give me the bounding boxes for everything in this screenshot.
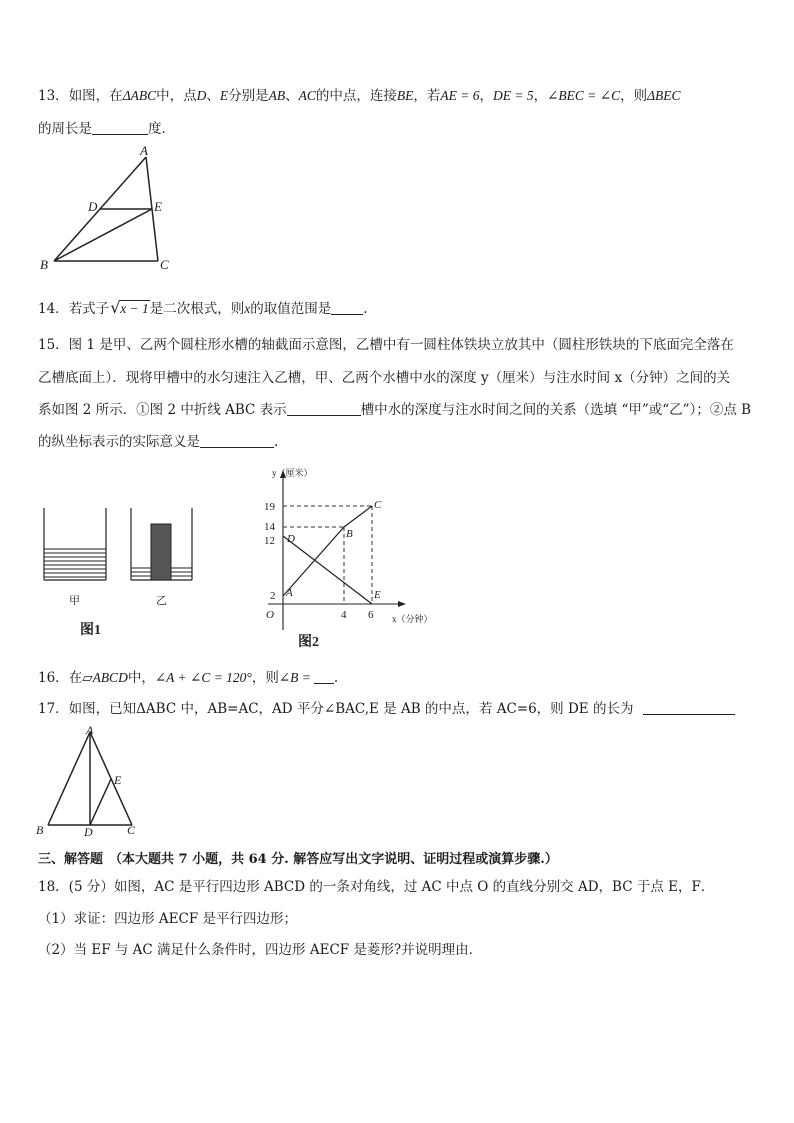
- section-3-heading: 三、解答题 （本大题共 7 小题，共 64 分. 解答应写出文字说明、证明过程或演算步骤.）: [38, 852, 558, 867]
- q15-figure-1: [36, 500, 206, 645]
- point-b-label: B: [346, 528, 353, 540]
- q16-answer-blank[interactable]: [314, 669, 334, 684]
- q17-label-a: A: [86, 724, 94, 737]
- q17-label-c: C: [127, 823, 136, 837]
- point-d-label: D: [287, 533, 295, 545]
- q18-part2: （2）当 EF 与 AC 满足什么条件时，四边形 AECF 是菱形?并说明理由．: [38, 942, 483, 958]
- q17-triangle-figure: [36, 724, 146, 838]
- line-abc: [283, 506, 372, 596]
- tank-jia-water: [44, 549, 106, 577]
- sqrt-icon: √ x − 1: [110, 298, 149, 317]
- q17-label-d: D: [84, 825, 93, 838]
- point-a-label: A: [286, 587, 293, 599]
- q17-line: 17．如图，已知ΔABC 中，AB=AC，AD 平分∠BAC,E 是 AB 的中点，若 AC=6，则 DE 的长为: [38, 697, 735, 717]
- fig1-caption: 图1: [80, 623, 101, 638]
- q15-figure-2: [250, 462, 450, 652]
- q15-answer-blank-2[interactable]: [200, 433, 274, 448]
- q18-part1: （1）求证：四边形 AECF 是平行四边形；: [38, 911, 297, 927]
- tank-jia-label: 甲: [69, 595, 80, 607]
- q17-label-e: E: [114, 773, 122, 787]
- y-tick-19: 19: [264, 501, 275, 513]
- q17-label-b: B: [36, 823, 44, 837]
- x-axis-arrow-icon: [398, 601, 406, 607]
- q17-segment-de: [90, 779, 111, 825]
- q14-line: 14．若式子 √ x − 1是二次根式，则x的取值范围是 .: [38, 298, 368, 317]
- origin-label: O: [266, 609, 274, 621]
- q13-label-a: A: [140, 145, 148, 158]
- tank-yi-label: 乙: [156, 595, 167, 607]
- y-tick-14: 14: [264, 521, 275, 533]
- q13-label-d: D: [88, 199, 98, 214]
- q16-line: 16．在▱ABCD中，∠A + ∠C = 120°，则∠B = .: [38, 670, 339, 686]
- x-axis-label: x（分钟）: [392, 614, 433, 624]
- q13-label-b: B: [40, 257, 48, 272]
- q15-line3: 系如图 2 所示．①图 2 中折线 ABC 表示 槽中水的深度与注水时间之间的关系（选填 “甲”或“乙”）；②点 B: [38, 402, 752, 418]
- q17-segment-ab: [48, 732, 90, 825]
- iron-block: [151, 524, 171, 580]
- q18-line1: 18．(5 分）如图，AC 是平行四边形 ABCD 的一条对角线，过 AC 中点 O 的直线分别交 AD，BC 于点 E，F．: [38, 879, 715, 895]
- q13-label-c: C: [160, 257, 169, 272]
- q13-answer-blank[interactable]: [92, 120, 148, 135]
- fig2-caption: 图2: [298, 635, 319, 650]
- q13-line2: 的周长是 度．: [38, 121, 175, 137]
- q13-triangle-figure: [36, 145, 186, 273]
- q15-line4: 的纵坐标表示的实际意义是 .: [38, 434, 279, 450]
- x-tick-4: 4: [341, 609, 347, 621]
- x-tick-6: 6: [368, 609, 374, 621]
- y-tick-12: 12: [264, 535, 275, 547]
- point-c-label: C: [374, 499, 382, 511]
- q15-line1: 15．图 1 是甲、乙两个圆柱形水槽的轴截面示意图，乙槽中有一圆柱体铁块立放其中（圆柱形铁块的下底面完全落在: [38, 337, 734, 353]
- y-tick-2: 2: [270, 590, 276, 602]
- y-axis-label: y（厘米）: [272, 468, 313, 478]
- q14-answer-blank[interactable]: [331, 300, 363, 315]
- q15-line2: 乙槽底面上）．现将甲槽中的水匀速注入乙槽，甲、乙两个水槽中水的深度 y（厘米）与注水时间 x（分钟）之间的关: [38, 370, 731, 386]
- q13-label-e: E: [154, 199, 162, 214]
- point-e-label: E: [374, 589, 381, 601]
- q13-segment-be: [54, 209, 152, 261]
- q13-line1: 13．如图，在ΔABC中，点D、E分别是AB、AC的中点，连接BE，若AE = 6，DE = 5，∠BEC = ∠C，则ΔBEC: [38, 88, 681, 104]
- q15-answer-blank-1[interactable]: [287, 401, 361, 416]
- q17-answer-blank[interactable]: [643, 700, 735, 715]
